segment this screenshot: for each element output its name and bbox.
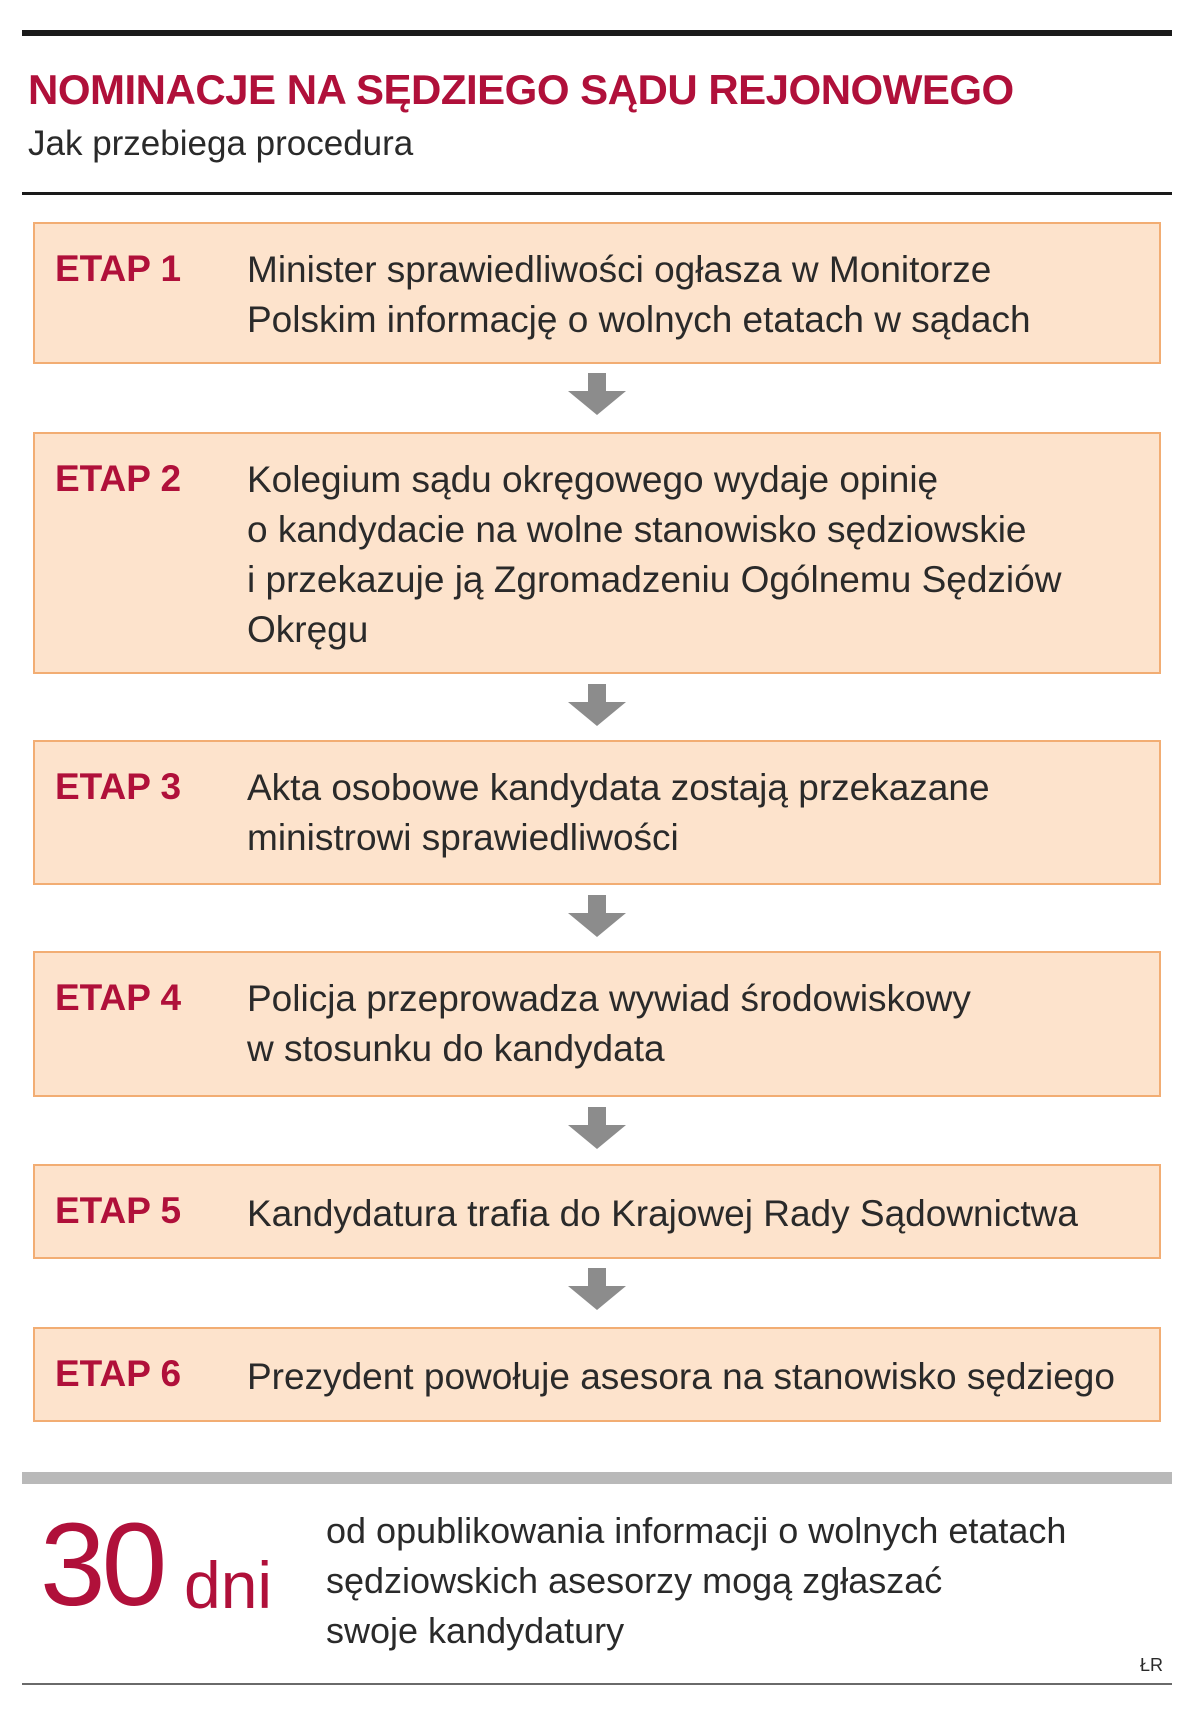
step-description: Minister sprawiedliwości ogłasza w Monitorze Polskim informację o wolnych etatach w sądach <box>247 249 1031 340</box>
step-label: ETAP 5 <box>55 1190 182 1231</box>
summary-number: 30 <box>40 1499 164 1631</box>
step-description: Kandydatura trafia do Krajowej Rady Sądownictwa <box>247 1193 1078 1234</box>
step-label: ETAP 3 <box>55 766 182 807</box>
infographic-subtitle: Jak przebiega procedura <box>28 124 414 163</box>
down-arrow-icon <box>566 684 628 726</box>
header-rule <box>22 192 1172 195</box>
step-box-6 <box>33 1327 1161 1422</box>
step-box-2 <box>33 432 1161 674</box>
summary-rule <box>22 1472 1172 1484</box>
author-credit: ŁR <box>1140 1655 1164 1675</box>
step-description: Policja przeprowadza wywiad środowiskowy w stosunku do kandydata <box>247 978 971 1069</box>
step-label: ETAP 6 <box>55 1353 182 1394</box>
step-label: ETAP 1 <box>55 248 182 289</box>
summary-text: od opublikowania informacji o wolnych etatach sędziowskich asesorzy mogą zgłaszać swoje kandydatury <box>326 1510 1067 1651</box>
step-description: Prezydent powołuje asesora na stanowisko sędziego <box>247 1356 1115 1397</box>
summary-unit: dni <box>184 1548 273 1622</box>
step-box-4 <box>33 951 1161 1097</box>
down-arrow-icon <box>566 895 628 937</box>
step-box-3 <box>33 740 1161 885</box>
step-label: ETAP 2 <box>55 458 182 499</box>
step-label: ETAP 4 <box>55 977 182 1018</box>
step-description: Akta osobowe kandydata zostają przekazane ministrowi sprawiedliwości <box>247 767 990 858</box>
step-description: Kolegium sądu okręgowego wydaje opinię o kandydacie na wolne stanowisko sędziowskie i przekazuje ją Zgromadzeniu Ogólnemu Sędziów Okręgu <box>247 459 1062 650</box>
down-arrow-icon <box>566 1268 628 1310</box>
down-arrow-icon <box>566 373 628 415</box>
top-rule <box>22 30 1172 36</box>
down-arrow-icon <box>566 1107 628 1149</box>
bottom-rule <box>22 1683 1172 1685</box>
infographic-title: NOMINACJE NA SĘDZIEGO SĄDU REJONOWEGO <box>28 66 1014 113</box>
step-box-5 <box>33 1164 1161 1259</box>
step-box-1 <box>33 222 1161 364</box>
